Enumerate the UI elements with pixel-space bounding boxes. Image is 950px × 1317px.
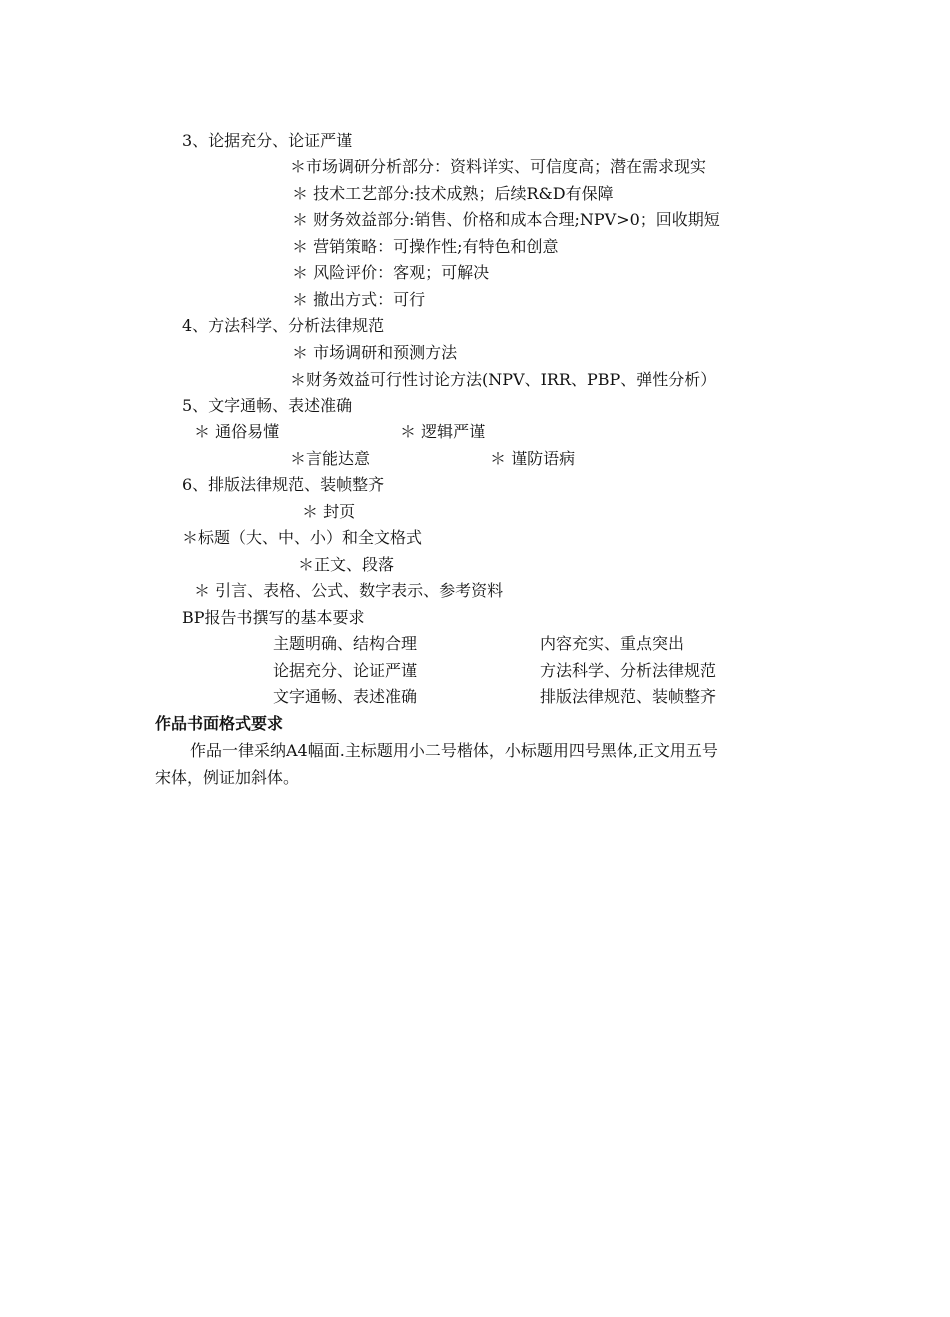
format-paragraph-line2: 宋体，例证加斜体。 (155, 768, 300, 787)
section3-item-risk: ＊ 风险评价：客观；可解决 (292, 263, 490, 282)
bp-item: 文字通畅、表述准确 (273, 687, 418, 706)
section4-item-research: ＊ 市场调研和预测方法 (292, 343, 458, 362)
section3-heading: 3、论据充分、论证严谨 (182, 131, 353, 150)
section6-heading: 6、排版法律规范、装帧整齐 (182, 475, 385, 494)
section3-item-market: ＊市场调研分析部分：资料详实、可信度高；潜在需求现实 (290, 157, 707, 176)
section3-item-marketing: ＊ 营销策略：可操作性;有特色和创意 (292, 237, 559, 256)
bp-item: 主题明确、结构合理 (273, 634, 418, 653)
section6-item-titles: ＊标题（大、中、小）和全文格式 (182, 528, 423, 547)
format-paragraph-line1: 作品一律采纳A4幅面.主标题用小二号楷体，小标题用四号黑体,正文用五号 (190, 741, 718, 760)
bp-item: 论据充分、论证严谨 (273, 661, 418, 680)
bp-item: 内容充实、重点突出 (540, 634, 685, 653)
section3-item-finance: ＊ 财务效益部分:销售、价格和成本合理;NPV>0；回收期短 (292, 210, 720, 229)
format-section-title: 作品书面格式要求 (155, 714, 284, 733)
section5-item-plain: ＊ 通俗易懂 (194, 422, 280, 441)
bp-heading: BP报告书撰写的基本要求 (182, 608, 365, 627)
bp-item: 方法科学、分析法律规范 (540, 661, 717, 680)
section3-item-tech: ＊ 技术工艺部分:技术成熟；后续R&D有保障 (292, 184, 614, 203)
section3-item-exit: ＊ 撤出方式：可行 (292, 290, 426, 309)
section5-item-logic: ＊ 逻辑严谨 (400, 422, 486, 441)
section6-item-references: ＊ 引言、表格、公式、数字表示、参考资料 (194, 581, 504, 600)
section6-item-cover: ＊ 封页 (302, 502, 356, 521)
section5-heading: 5、文字通畅、表述准确 (182, 396, 353, 415)
section5-item-expression: ＊言能达意 (290, 449, 371, 468)
section4-item-finance-method: ＊财务效益可行性讨论方法(NPV、IRR、PBP、弹性分析） (290, 370, 717, 389)
section5-item-grammar: ＊ 谨防语病 (490, 449, 576, 468)
bp-item: 排版法律规范、装帧整齐 (540, 687, 717, 706)
section6-item-body: ＊正文、段落 (298, 555, 395, 574)
section4-heading: 4、方法科学、分析法律规范 (182, 316, 385, 335)
